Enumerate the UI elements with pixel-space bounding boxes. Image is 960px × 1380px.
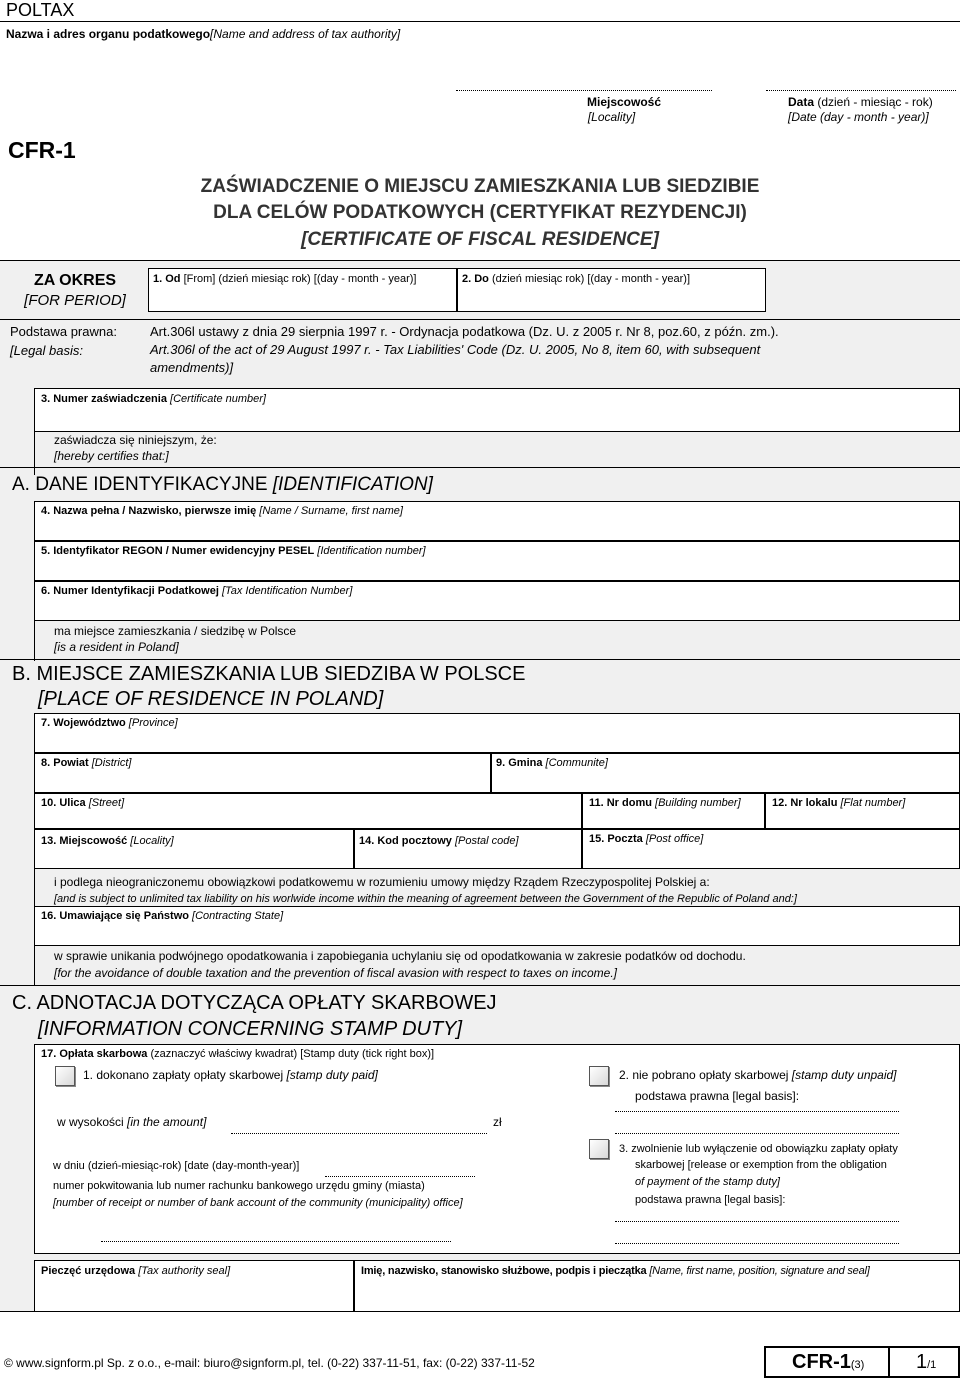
- certificate-number-field[interactable]: [34, 388, 960, 432]
- exempt-label-2: skarbowej [release or exemption from the obligation: [635, 1159, 887, 1171]
- exempt-label-1: 3. zwolnienie lub wyłączenie od obowiązku zapłaty opłaty: [619, 1143, 898, 1155]
- period-label-en: [FOR PERIOD]: [24, 292, 126, 309]
- field-6-label: 6. Numer Identyfikacji Podatkowej [Tax Identification Number]: [41, 585, 353, 597]
- brand-label: POLTAX: [6, 0, 75, 20]
- field-8-label: 8. Powiat [District]: [41, 757, 132, 769]
- locality-line[interactable]: [456, 90, 712, 91]
- field-14-postal-code[interactable]: [354, 829, 582, 869]
- currency-label: zł: [493, 1115, 502, 1129]
- period-from-field[interactable]: [148, 268, 457, 312]
- seal-label: Pieczęć urzędowa [Tax authority seal]: [41, 1265, 231, 1277]
- receipt-number-label: numer pokwitowania lub numer rachunku bankowego urzędu gminy (miasta): [53, 1180, 425, 1192]
- locality-label-en: [Locality]: [587, 110, 636, 124]
- form-code: CFR-1: [8, 137, 76, 163]
- field-17-label: 17. Opłata skarbowa (zaznaczyć właściwy kwadrat) [Stamp duty (tick right box)]: [41, 1048, 435, 1060]
- double-taxation-text-en: [for the avoidance of double taxation and the prevention of fiscal avasion with respect to taxes on income.]: [54, 966, 618, 980]
- field-8-district[interactable]: [34, 753, 491, 793]
- exempt-legal-basis-label: podstawa prawna [legal basis]:: [635, 1194, 786, 1206]
- legal-basis-label: Podstawa prawna:: [10, 324, 117, 339]
- payment-date-label: w dniu (dzień-miesiąc-rok) [date (day-month-year)]: [53, 1160, 300, 1172]
- date-label: Data (dzień - miesiąc - rok): [788, 95, 933, 109]
- exempt-legal-basis-line-1[interactable]: [615, 1221, 899, 1222]
- legal-basis-text: Art.306l ustawy z dnia 29 sierpnia 1997 r. - Ordynacja podatkowa (Dz. U. z 2005 r. Nr 8, poz.60, z późn. zm.).: [150, 324, 779, 339]
- field-15-post-office[interactable]: [582, 829, 960, 869]
- field-5-label: 5. Identyfikator REGON / Numer ewidencyjny PESEL [Identification number]: [41, 545, 426, 557]
- unpaid-legal-basis-line-2[interactable]: [615, 1133, 899, 1134]
- period-label: ZA OKRES: [33, 272, 117, 289]
- tax-authority-seal-field[interactable]: [34, 1260, 354, 1312]
- field-16-contracting-state[interactable]: [34, 906, 960, 946]
- receipt-number-label-en: [number of receipt or number of bank account of the community (municipality) office]: [53, 1197, 463, 1209]
- footer-page-number: 1/1: [916, 1351, 937, 1373]
- footer-page-box: [888, 1346, 960, 1378]
- field-16-label: 16. Umawiające się Państwo [Contracting State]: [41, 910, 284, 922]
- amount-label: w wysokości [in the amount]: [57, 1115, 207, 1129]
- field-17-stamp-duty: [34, 1044, 960, 1254]
- section-c-title-en: [INFORMATION CONCERNING STAMP DUTY]: [38, 1018, 463, 1040]
- legal-basis-label-en: [Legal basis:: [10, 343, 83, 358]
- tax-authority-label: Nazwa i adres organu podatkowego[Name and address of tax authority]: [6, 27, 401, 41]
- double-taxation-text: w sprawie unikania podwójnego opodatkowania i zapobiegania uchylaniu się od opodatkowania w zakresie podatków od dochodu.: [54, 949, 746, 963]
- locality-label: Miejscowość: [586, 95, 662, 109]
- field-10-label: 10. Ulica [Street]: [41, 797, 125, 809]
- title-line2: DLA CELÓW PODATKOWYCH (CERTYFIKAT REZYDENCJI): [213, 202, 747, 223]
- field-7-label: 7. Województwo [Province]: [41, 717, 178, 729]
- exempt-label-3: of payment of the stamp duty]: [635, 1176, 780, 1188]
- field-4-name[interactable]: [34, 501, 960, 541]
- stamp-duty-unpaid-label: 2. nie pobrano opłaty skarbowej [stamp duty unpaid]: [619, 1068, 897, 1082]
- period-to-field[interactable]: [457, 268, 766, 312]
- exempt-legal-basis-line-2[interactable]: [615, 1243, 899, 1244]
- section-c-title: C. ADNOTACJA DOTYCZĄCA OPŁATY SKARBOWEJ: [12, 992, 497, 1014]
- field-9-commune[interactable]: [491, 753, 960, 793]
- title-line1: ZAŚWIADCZENIE O MIEJSCU ZAMIESZKANIA LUB SIEDZIBIE: [200, 176, 760, 197]
- field-12-flat-number[interactable]: [765, 793, 960, 829]
- field-15-label: 15. Poczta [Post office]: [589, 833, 704, 845]
- certificate-number-label: 3. Numer zaświadczenia [Certificate number]: [41, 393, 266, 405]
- title-line3: [CERTIFICATE OF FISCAL RESIDENCE]: [301, 229, 659, 250]
- unpaid-legal-basis-label: podstawa prawna [legal basis]:: [635, 1089, 800, 1103]
- section-b-title-en: [PLACE OF RESIDENCE IN POLAND]: [38, 688, 384, 710]
- liability-text: i podlega nieograniczonemu obowiązkowi podatkowemu w rozumieniu umowy między Rządem Rzeczypospolitej Polskiej a:: [54, 875, 710, 889]
- period-to-label: 2. Do (dzień miesiąc rok) [(day - month - year)]: [462, 273, 691, 285]
- section-a-rule: [0, 467, 960, 468]
- footer-form-code: CFR-1(3): [792, 1351, 865, 1373]
- section-b-rule: [0, 659, 960, 660]
- stamp-duty-unpaid-checkbox[interactable]: [589, 1066, 609, 1086]
- legal-basis-text-en-2: amendments)]: [150, 360, 234, 375]
- signature-label: Imię, nazwisko, stanowisko służbowe, podpis i pieczątka [Name, first name, position, signature and seal]: [361, 1265, 870, 1277]
- footer-copyright: © www.signform.pl Sp. z o.o., e-mail: biuro@signform.pl, tel. (0-22) 337-11-51, fax: (0-22) 337-11-52: [4, 1356, 535, 1370]
- period-from-label: 1. Od [From] (dzień miesiąc rok) [(day - month - year)]: [153, 273, 417, 285]
- certifies-text: zaświadcza się niniejszym, że:: [54, 433, 217, 447]
- certifies-text-en: [hereby certifies that:]: [54, 449, 169, 463]
- receipt-number-line[interactable]: [101, 1241, 451, 1242]
- field-11-building-number[interactable]: [582, 793, 765, 829]
- field-6-tax-id[interactable]: [34, 581, 960, 621]
- field-12-label: 12. Nr lokalu [Flat number]: [772, 797, 906, 809]
- left-margin-line-a: [34, 621, 35, 661]
- date-label-en: [Date (day - month - year)]: [788, 110, 929, 124]
- header-rule: [0, 21, 960, 22]
- stamp-duty-paid-checkbox[interactable]: [55, 1066, 75, 1086]
- field-4-label: 4. Nazwa pełna / Nazwisko, pierwsze imię [Name / Surname, first name]: [41, 505, 403, 517]
- section-a-title: A. DANE IDENTYFIKACYJNE [IDENTIFICATION]: [12, 474, 433, 495]
- left-margin-line-b: [34, 869, 35, 909]
- field-10-street[interactable]: [34, 793, 582, 829]
- signature-field[interactable]: [354, 1260, 960, 1312]
- footer-form-code-box: [764, 1346, 890, 1378]
- resident-text: ma miejsce zamieszkania / siedzibę w Polsce: [54, 624, 297, 638]
- legal-basis-text-en: Art.306l of the act of 29 August 1997 r. - Tax Liabilities' Code (Dz. U. 2005, No 8, item 60, with subsequent: [150, 342, 761, 357]
- amount-line[interactable]: [231, 1133, 487, 1134]
- unpaid-legal-basis-line-1[interactable]: [615, 1111, 899, 1112]
- payment-date-line[interactable]: [325, 1176, 475, 1177]
- left-margin-line-b2: [34, 946, 35, 986]
- field-14-label: 14. Kod pocztowy [Postal code]: [359, 835, 519, 847]
- field-5-id-number[interactable]: [34, 541, 960, 581]
- date-line[interactable]: [766, 90, 956, 91]
- field-7-province[interactable]: [34, 713, 960, 753]
- section-c-rule: [0, 985, 960, 986]
- liability-text-en: [and is subject to unlimited tax liability on his worlwide income within the meaning of agreement between the Government of the Republic of Poland and:]: [54, 893, 797, 905]
- stamp-duty-paid-label: 1. dokonano zapłaty opłaty skarbowej [stamp duty paid]: [83, 1068, 378, 1082]
- field-13-label: 13. Miejscowość [Locality]: [41, 835, 174, 847]
- resident-text-en: [is a resident in Poland]: [54, 640, 179, 654]
- field-9-label: 9. Gmina [Communite]: [496, 757, 608, 769]
- section-b-title: B. MIEJSCE ZAMIESZKANIA LUB SIEDZIBA W POLSCE: [12, 663, 526, 685]
- field-13-locality[interactable]: [34, 829, 354, 869]
- field-11-label: 11. Nr domu [Building number]: [589, 797, 741, 809]
- stamp-duty-exempt-checkbox[interactable]: [589, 1139, 609, 1159]
